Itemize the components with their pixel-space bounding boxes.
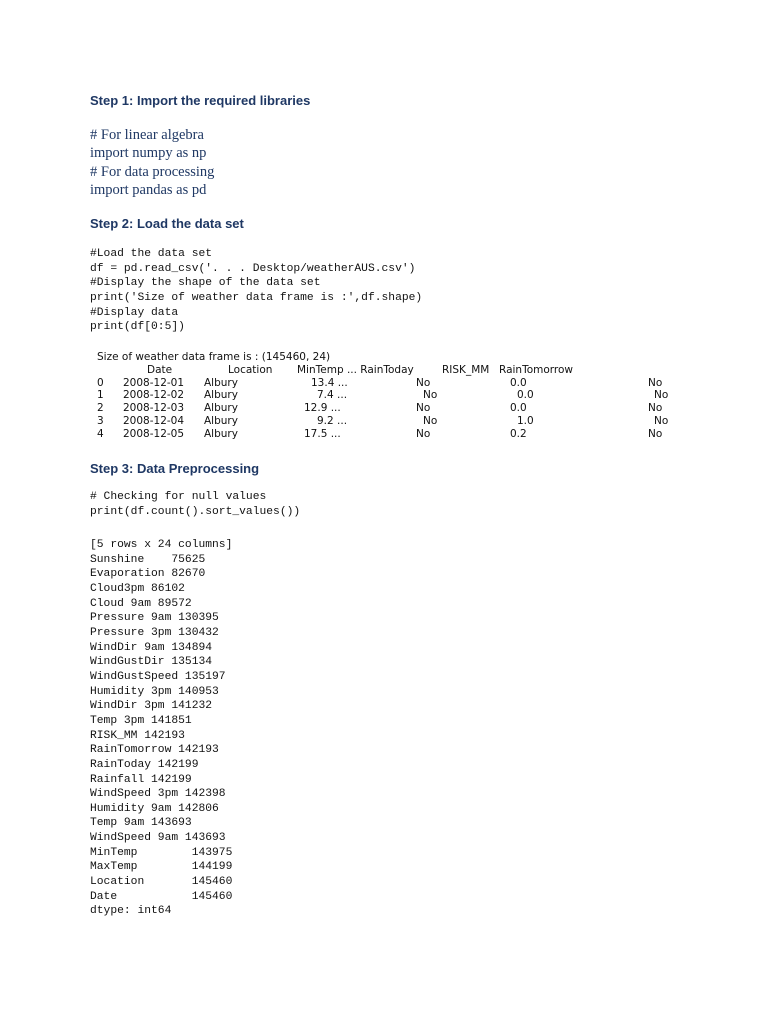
code-line: # For data processing (90, 163, 215, 180)
cell-mintemp: 7.4 ... (317, 389, 348, 402)
output-line: Cloud3pm 86102 (90, 582, 185, 595)
cell-risk-mm: 1.0 (517, 414, 534, 427)
output-line: RISK_MM 142193 (90, 729, 185, 742)
output-line: Evaporation 82670 (90, 568, 206, 581)
output-line: WindSpeed 9am 143693 (90, 832, 226, 845)
code-line: print(df.count().sort_values()) (90, 505, 301, 518)
code-line: # For linear algebra (90, 127, 204, 143)
cell-location: Albury (204, 402, 238, 415)
row-index: 2 (97, 402, 104, 415)
output-line: Temp 9am 143693 (90, 817, 192, 830)
cell-raintoday: No (416, 402, 431, 415)
output-line: Date 145460 (90, 890, 233, 903)
table-row (97, 377, 677, 390)
cell-location: Albury (204, 376, 238, 389)
output-line: Rainfall 142199 (90, 773, 192, 786)
table-row (97, 389, 677, 402)
cell-date: 2008-12-02 (123, 389, 185, 402)
cell-date: 2008-12-04 (123, 414, 185, 427)
step3-output (90, 538, 232, 919)
output-line: WindGustSpeed 135197 (90, 670, 226, 683)
output-line: dtype: int64 (90, 905, 172, 918)
cell-raintomorrow: No (654, 414, 669, 427)
cell-raintoday: No (423, 389, 438, 402)
cell-raintomorrow: No (654, 389, 669, 402)
code-line: print(df[0:5]) (90, 321, 185, 334)
table-row (97, 428, 677, 441)
cell-location: Albury (204, 414, 238, 427)
row-index: 0 (97, 376, 104, 389)
output-line: Sunshine 75625 (90, 553, 206, 566)
table-row (97, 415, 677, 428)
table-row (97, 402, 677, 415)
step1-heading: Step 1: Import the required libraries (90, 93, 311, 108)
code-line: #Display data (90, 306, 179, 319)
code-line: #Display the shape of the data set (90, 277, 321, 290)
cell-risk-mm: 0.0 (517, 389, 534, 402)
cell-location: Albury (204, 427, 238, 440)
cell-raintoday: No (416, 427, 431, 440)
cell-raintomorrow: No (648, 402, 663, 415)
output-line: Humidity 9am 142806 (90, 802, 219, 815)
output-line: RainToday 142199 (90, 758, 199, 771)
column-header: MinTemp ... RainToday (297, 363, 414, 376)
step2-code (90, 247, 422, 335)
output-line: Pressure 3pm 130432 (90, 626, 219, 639)
output-line: Humidity 3pm 140953 (90, 685, 219, 698)
output-line: Temp 3pm 141851 (90, 714, 192, 727)
step2-heading: Step 2: Load the data set (90, 216, 244, 231)
code-line: import pandas as pd (90, 181, 207, 198)
cell-raintoday: No (423, 414, 438, 427)
cell-raintoday: No (416, 376, 431, 389)
cell-mintemp: 12.9 ... (304, 402, 341, 415)
output-line: Pressure 9am 130395 (90, 612, 219, 625)
code-line: #Load the data set (90, 248, 213, 260)
column-header: RainTomorrow (499, 363, 574, 376)
output-line: MaxTemp 144199 (90, 861, 233, 874)
output-line: WindDir 3pm 141232 (90, 700, 213, 713)
cell-raintomorrow: No (648, 376, 663, 389)
output-line: [5 rows x 24 columns] (90, 539, 233, 551)
table-header-row (97, 364, 677, 377)
size-text: Size of weather data frame is : (145460, 24) (97, 351, 331, 363)
output-line: Cloud 9am 89572 (90, 597, 192, 610)
cell-mintemp: 17.5 ... (304, 427, 341, 440)
cell-risk-mm: 0.2 (510, 427, 527, 440)
step3-heading: Step 3: Data Preprocessing (90, 461, 260, 476)
output-line: WindDir 9am 134894 (90, 641, 213, 654)
row-index: 3 (97, 414, 104, 427)
output-line: WindGustDir 135134 (90, 656, 213, 669)
column-header: Date (147, 363, 173, 376)
row-index: 4 (97, 427, 104, 440)
step3-code (90, 490, 300, 519)
code-line: df = pd.read_csv('. . . Desktop/weatherAUS.csv') (90, 262, 416, 275)
code-line: import numpy as np (90, 145, 207, 162)
dataframe-output (97, 351, 677, 441)
cell-risk-mm: 0.0 (510, 376, 527, 389)
output-line: RainTomorrow 142193 (90, 744, 219, 757)
output-line: MinTemp 143975 (90, 846, 233, 859)
code-line: # Checking for null values (90, 491, 267, 503)
code-line: print('Size of weather data frame is :',df.shape) (90, 291, 423, 304)
row-index: 1 (97, 389, 104, 402)
output-line: Location 145460 (90, 876, 233, 889)
cell-date: 2008-12-01 (123, 376, 185, 389)
size-line (97, 351, 677, 364)
cell-date: 2008-12-05 (123, 427, 185, 440)
column-header: Location (228, 363, 273, 376)
cell-mintemp: 13.4 ... (311, 376, 348, 389)
cell-mintemp: 9.2 ... (317, 414, 348, 427)
cell-risk-mm: 0.0 (510, 402, 527, 415)
cell-date: 2008-12-03 (123, 402, 185, 415)
step1-code (90, 126, 214, 199)
cell-location: Albury (204, 389, 238, 402)
column-header: RISK_MM (442, 363, 490, 376)
output-line: WindSpeed 3pm 142398 (90, 788, 226, 801)
cell-raintomorrow: No (648, 427, 663, 440)
